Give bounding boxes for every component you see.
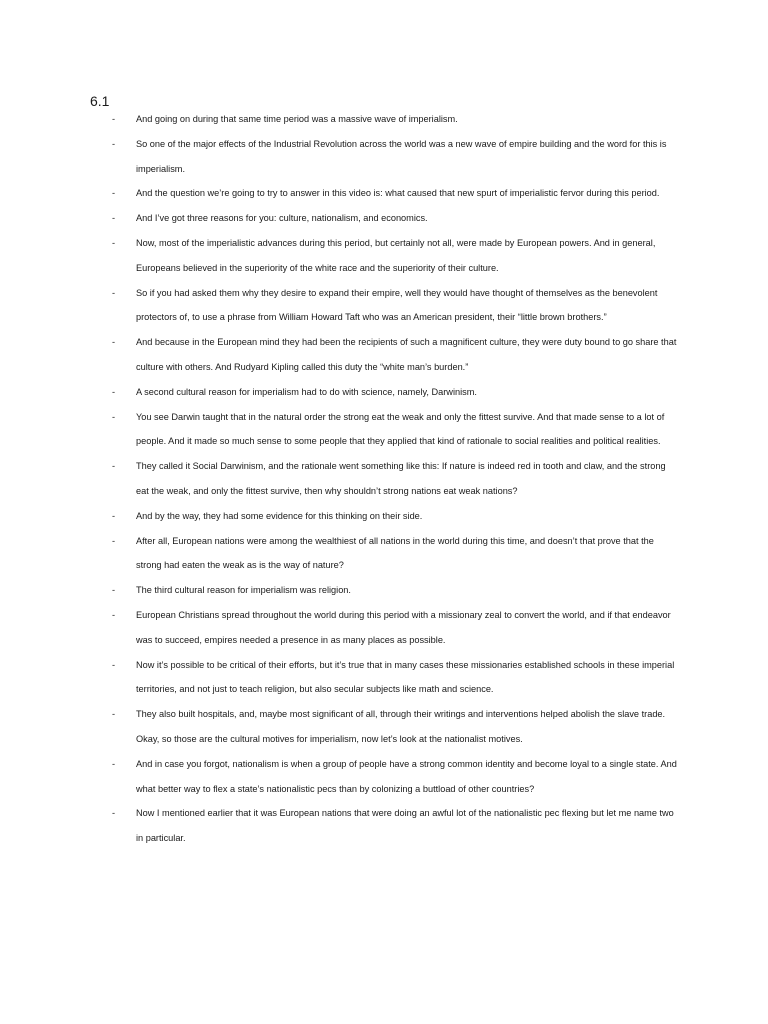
list-item-text: Now it’s possible to be critical of their efforts, but it’s true that in many cases these missionaries established schools in these imperial territories, and not just to teach religion, but also secular subjects like math and science. <box>136 659 675 695</box>
bullet-dash: - <box>112 188 116 199</box>
bullet-dash: - <box>112 585 116 596</box>
section-heading: 6.1 <box>90 93 110 109</box>
bullet-dash: - <box>112 114 116 124</box>
list-item <box>0 454 768 504</box>
list-item-text: Now, most of the imperialistic advances during this period, but certainly not all, were made by European powers. And in general, Europeans believed in the superiority of the white race and the superiority of their culture. <box>136 237 656 273</box>
list-item-text: So if you had asked them why they desire to expand their empire, well they would have thought of themselves as the benevolent protectors of, to use a phrase from William Howard Taft who was an American president, their “little brown brothers.” <box>136 287 658 323</box>
list-item <box>0 206 768 231</box>
list-item <box>0 281 768 331</box>
list-item <box>0 603 768 653</box>
list-item <box>0 653 768 703</box>
list-item <box>0 801 768 851</box>
list-item-text: European Christians spread throughout the world during this period with a missionary zeal to convert the world, and if that endeavor was to succeed, empires needed a presence in as many places as possible. <box>136 609 671 645</box>
bullet-dash: - <box>112 287 116 298</box>
list-item-text: And because in the European mind they had been the recipients of such a magnificent culture, they were duty bound to go share that culture with others. And Rudyard Kipling called this duty the “white man’s burden.” <box>136 337 677 372</box>
list-item <box>0 231 768 281</box>
list-item <box>0 107 768 132</box>
bullet-dash: - <box>112 535 116 546</box>
bullet-dash: - <box>112 213 116 224</box>
list-item-text: They also built hospitals, and, maybe most significant of all, through their writings and interventions helped abolish the slave trade. Okay, so those are the cultural motives for imperialism, now let’s look at the nationalist motives. <box>136 709 666 744</box>
list-item <box>0 578 768 603</box>
list-item <box>0 529 768 579</box>
list-item <box>0 132 768 182</box>
list-item-text: Now I mentioned earlier that it was European nations that were doing an awful lot of the nationalistic pec flexing but let me name two in particular. <box>136 808 674 844</box>
list-item-text: A second cultural reason for imperialism had to do with science, namely, Darwinism. <box>136 386 477 397</box>
list-item-text: After all, European nations were among the wealthiest of all nations in the world during this time, and doesn’t that prove that the strong had eaten the weak as is the way of nature? <box>136 535 654 571</box>
bullet-dash: - <box>112 659 116 670</box>
list-item-text: So one of the major effects of the Industrial Revolution across the world was a new wave of empire building and the word for this is imperialism. <box>136 138 667 174</box>
list-item <box>0 380 768 405</box>
bullet-dash: - <box>112 510 116 521</box>
notes-list <box>0 107 768 851</box>
list-item-text: And going on during that same time period was a massive wave of imperialism. <box>136 114 458 124</box>
list-item-text: You see Darwin taught that in the natural order the strong eat the weak and only the fittest survive. And that made sense to a lot of people. And it made so much sense to some people that they applied that kind of rationale to social realities and political realities. <box>136 411 665 447</box>
bullet-dash: - <box>112 138 116 149</box>
bullet-dash: - <box>112 386 116 397</box>
list-item-text: And by the way, they had some evidence for this thinking on their side. <box>136 510 423 521</box>
list-item <box>0 702 768 752</box>
list-item-text: They called it Social Darwinism, and the rationale went something like this: If nature is indeed red in tooth and claw, and the strong eat the weak, and only the fittest survive, then why shouldn’t strong nations eat weak nations? <box>136 461 666 496</box>
list-item-text: And the question we’re going to try to answer in this video is: what caused that new spurt of imperialistic fervor during this period. <box>136 188 660 199</box>
bullet-dash: - <box>112 337 116 348</box>
bullet-dash: - <box>112 237 116 248</box>
bullet-dash: - <box>112 411 116 422</box>
list-item <box>0 752 768 802</box>
bullet-dash: - <box>112 609 116 620</box>
list-item <box>0 504 768 529</box>
list-item <box>0 405 768 455</box>
list-item-text: The third cultural reason for imperialism was religion. <box>136 585 351 596</box>
bullet-dash: - <box>112 758 116 769</box>
list-item <box>0 181 768 206</box>
list-item-text: And in case you forgot, nationalism is when a group of people have a strong common identity and become loyal to a single state. And what better way to flex a state’s nationalistic pecs than by colonizing a buttload of other countries? <box>136 758 677 794</box>
bullet-dash: - <box>112 709 116 720</box>
bullet-dash: - <box>112 808 116 819</box>
bullet-dash: - <box>112 461 116 472</box>
list-item <box>0 330 768 380</box>
list-item-text: And I’ve got three reasons for you: culture, nationalism, and economics. <box>136 213 428 224</box>
